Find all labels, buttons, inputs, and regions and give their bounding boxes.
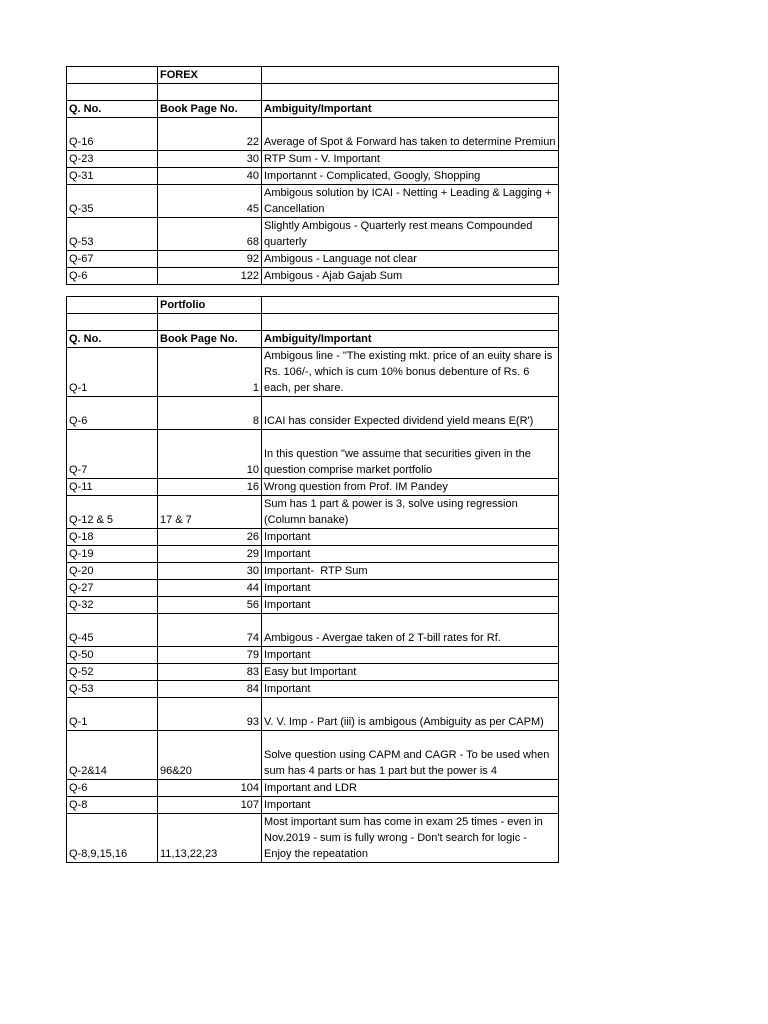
book-page-cell: 8 [158,397,262,430]
q-no-cell: Q-27 [67,580,158,597]
ambiguity-cell: Ambigous - Language not clear [262,251,559,268]
table-row [67,185,559,218]
ambiguity-cell: Most important sum has come in exam 25 times - even in Nov.2019 - sum is fully wrong - Don't search for logic - Enjoy the repeatation [262,814,559,863]
q-no-cell: Q-18 [67,529,158,546]
q-no-cell: Q-8 [67,797,158,814]
table-row [67,698,559,731]
book-page-cell: 107 [158,797,262,814]
header-ambiguity: Ambiguity/Important [262,331,559,348]
portfolio-title: Portfolio [158,297,262,314]
ambiguity-cell: Easy but Important [262,664,559,681]
q-no-cell: Q-31 [67,168,158,185]
table-row [67,430,559,479]
table-row [67,647,559,664]
forex-table-body [67,67,559,285]
q-no-cell: Q-6 [67,397,158,430]
table-row [67,814,559,863]
ambiguity-cell: Average of Spot & Forward has taken to determine Premiun [262,118,559,151]
book-page-cell: 92 [158,251,262,268]
book-page-cell: 45 [158,185,262,218]
book-page-cell: 11,13,22,23 [158,814,262,863]
ambiguity-cell: Important [262,529,559,546]
ambiguity-cell: Important [262,580,559,597]
book-page-cell: 30 [158,563,262,580]
q-no-cell: Q-32 [67,597,158,614]
ambiguity-cell: Important [262,681,559,698]
ambiguity-cell: Important [262,797,559,814]
book-page-cell: 68 [158,218,262,251]
ambiguity-cell: Important [262,546,559,563]
q-no-cell: Q-7 [67,430,158,479]
table-row [67,479,559,496]
q-no-cell: Q-2&14 [67,731,158,780]
table-row [67,529,559,546]
book-page-cell: 29 [158,546,262,563]
book-page-cell: 44 [158,580,262,597]
book-page-cell: 17 & 7 [158,496,262,529]
book-page-cell: 74 [158,614,262,647]
book-page-cell: 79 [158,647,262,664]
q-no-cell: Q-53 [67,218,158,251]
ambiguity-cell: Ambigous solution by ICAI - Netting + Leading & Lagging + Cancellation [262,185,559,218]
book-page-cell: 40 [158,168,262,185]
q-no-cell: Q-6 [67,268,158,285]
ambiguity-cell: Ambigous line - "The existing mkt. price of an euity share is Rs. 106/-, which is cum 10% bonus debenture of Rs. 6 each, per share. [262,348,559,397]
q-no-cell: Q-50 [67,647,158,664]
empty-cell [262,84,559,101]
header-book-page: Book Page No. [158,331,262,348]
book-page-cell: 10 [158,430,262,479]
q-no-cell: Q-6 [67,780,158,797]
forex-table [66,66,559,285]
empty-cell [262,67,559,84]
portfolio-table [66,296,559,863]
ambiguity-cell: Important [262,597,559,614]
ambiguity-cell: Sum has 1 part & power is 3, solve using regression (Column banake) [262,496,559,529]
table-row [67,681,559,698]
empty-cell [67,84,158,101]
ambiguity-cell: Important- RTP Sum [262,563,559,580]
portfolio-header-row [67,331,559,348]
empty-cell [158,314,262,331]
book-page-cell: 22 [158,118,262,151]
table-row [67,397,559,430]
table-row [67,151,559,168]
table-row [67,496,559,529]
ambiguity-cell: Ambigous - Avergae taken of 2 T-bill rates for Rf. [262,614,559,647]
forex-title: FOREX [158,67,262,84]
empty-cell [158,84,262,101]
table-row [67,118,559,151]
table-row [67,780,559,797]
table-row [67,597,559,614]
empty-cell [262,314,559,331]
book-page-cell: 96&20 [158,731,262,780]
q-no-cell: Q-8,9,15,16 [67,814,158,863]
table-row [67,546,559,563]
q-no-cell: Q-35 [67,185,158,218]
forex-spacer-row [67,84,559,101]
header-book-page: Book Page No. [158,101,262,118]
book-page-cell: 1 [158,348,262,397]
q-no-cell: Q-20 [67,563,158,580]
ambiguity-cell: Slightly Ambigous - Quarterly rest means Compounded quarterly [262,218,559,251]
table-row [67,563,559,580]
ambiguity-cell: Ambigous - Ajab Gajab Sum [262,268,559,285]
q-no-cell: Q-1 [67,698,158,731]
portfolio-spacer-row [67,314,559,331]
table-row [67,251,559,268]
header-ambiguity: Ambiguity/Important [262,101,559,118]
table-row [67,268,559,285]
q-no-cell: Q-1 [67,348,158,397]
ambiguity-cell: Important [262,647,559,664]
q-no-cell: Q-52 [67,664,158,681]
q-no-cell: Q-53 [67,681,158,698]
q-no-cell: Q-12 & 5 [67,496,158,529]
ambiguity-cell: ICAI has consider Expected dividend yield means E(R') [262,397,559,430]
header-q-no: Q. No. [67,331,158,348]
book-page-cell: 84 [158,681,262,698]
portfolio-table-body [67,297,559,863]
q-no-cell: Q-23 [67,151,158,168]
forex-title-row [67,67,559,84]
book-page-cell: 122 [158,268,262,285]
portfolio-title-row [67,297,559,314]
ambiguity-cell: In this question "we assume that securities given in the question comprise market portfolio [262,430,559,479]
q-no-cell: Q-11 [67,479,158,496]
q-no-cell: Q-67 [67,251,158,268]
forex-header-row [67,101,559,118]
q-no-cell: Q-45 [67,614,158,647]
book-page-cell: 56 [158,597,262,614]
book-page-cell: 16 [158,479,262,496]
book-page-cell: 26 [158,529,262,546]
table-row [67,580,559,597]
ambiguity-cell: Solve question using CAPM and CAGR - To be used when sum has 4 parts or has 1 part but the power is 4 [262,731,559,780]
header-q-no: Q. No. [67,101,158,118]
book-page-cell: 30 [158,151,262,168]
book-page-cell: 93 [158,698,262,731]
table-row [67,168,559,185]
empty-cell [67,314,158,331]
table-row [67,664,559,681]
q-no-cell: Q-16 [67,118,158,151]
table-row [67,218,559,251]
table-row [67,348,559,397]
q-no-cell: Q-19 [67,546,158,563]
book-page-cell: 104 [158,780,262,797]
table-row [67,614,559,647]
ambiguity-cell: RTP Sum - V. Important [262,151,559,168]
empty-cell [67,67,158,84]
table-row [67,731,559,780]
ambiguity-cell: V. V. Imp - Part (iii) is ambigous (Ambiguity as per CAPM) [262,698,559,731]
empty-cell [67,297,158,314]
ambiguity-cell: Important and LDR [262,780,559,797]
ambiguity-cell: Importannt - Complicated, Googly, Shopping [262,168,559,185]
empty-cell [262,297,559,314]
ambiguity-cell: Wrong question from Prof. IM Pandey [262,479,559,496]
book-page-cell: 83 [158,664,262,681]
table-row [67,797,559,814]
